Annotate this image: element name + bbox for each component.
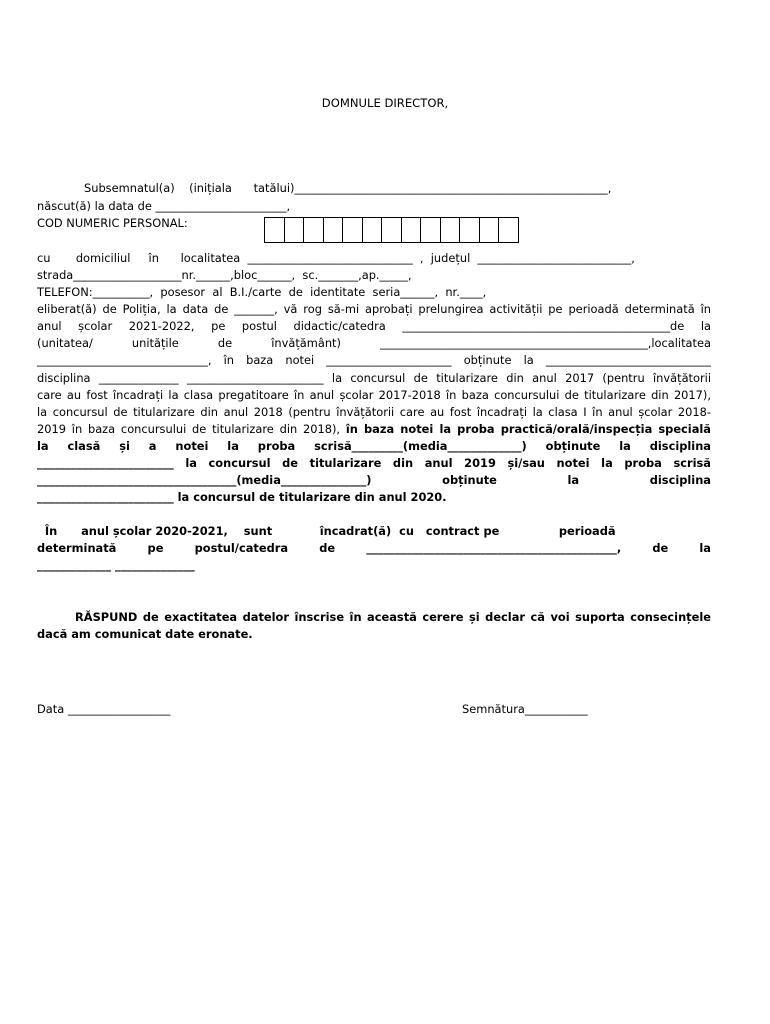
declaration-line2: dacă am comunicat date eronate.: [37, 627, 253, 641]
cnp-digit-box[interactable]: [323, 218, 343, 242]
field-clasa[interactable]: la clasă și a notei la proba scrisă_________(media_____________) obținute la disciplina: [37, 439, 711, 453]
field-concurs-2019[interactable]: ________________________ la concursul de titularizare din anul 2019 și/sau notei la proba scrisă: [37, 456, 711, 470]
field-section2-blank[interactable]: _____________ ______________: [37, 558, 195, 572]
field-media[interactable]: ___________________________________(media_______________) obținute la disciplina: [37, 473, 711, 487]
field-nascut[interactable]: născut(ă) la data de _______________________,: [37, 199, 291, 213]
text-2019-bold: în baza notei la proba practică/orală/inspecția specială: [345, 422, 711, 436]
cnp-boxes[interactable]: [264, 217, 519, 243]
text-concurs-2018: la concursul de titularizare din anul 2018 (pentru învățătorii care au fost încadrați la clasa I în anul școlar 2018-: [37, 405, 711, 419]
field-domiciliu[interactable]: cu domiciliul în localitatea _____________________________ , județul ___________________________,: [37, 251, 635, 265]
cnp-label: COD NUMERIC PERSONAL:: [37, 216, 188, 230]
cnp-digit-box[interactable]: [303, 218, 323, 242]
cnp-digit-box[interactable]: [401, 218, 421, 242]
field-anul[interactable]: anul școlar 2021-2022, pe postul didactic/catedra _______________________________________________de la: [37, 319, 711, 333]
field-strada[interactable]: strada___________________nr.______,bloc______, sc._______,ap._____,: [37, 268, 412, 282]
document-title: DOMNULE DIRECTOR,: [321, 96, 449, 110]
field-concurs-2020[interactable]: ________________________ la concursul de titularizare din anul 2020.: [37, 490, 447, 504]
cnp-digit-box[interactable]: [498, 218, 519, 242]
field-postul-catedra[interactable]: determinată pe postul/catedra de ____________________________________________, de la: [37, 541, 711, 555]
cnp-digit-box[interactable]: [440, 218, 460, 242]
cnp-digit-box[interactable]: [264, 218, 284, 242]
text-2019-normal: 2019 în baza concursului de titularizare din 2018),: [37, 422, 346, 436]
cnp-digit-box[interactable]: [420, 218, 440, 242]
text-care: care au fost încadrați la clasa pregatitoare în anul școlar 2017-2018 în baza concursului de titularizare din 2017),: [37, 388, 711, 402]
field-disciplina[interactable]: disciplina ______________ ________________________ la concursul de titularizare din anul 2017 (pentru învățătorii: [37, 371, 711, 385]
text-2019: [37, 421, 711, 438]
field-data[interactable]: Data __________________: [37, 702, 171, 716]
section2-line1: În anul școlar 2020-2021, sunt încadrat(ă) cu contract pe perioadă: [37, 524, 616, 538]
field-semnatura[interactable]: Semnătura___________: [462, 702, 588, 716]
field-unitatea[interactable]: (unitatea/ unitățile de învățământ) _______________________________________________,localitatea: [37, 336, 711, 350]
cnp-digit-box[interactable]: [342, 218, 362, 242]
declaration-line1: RĂSPUND de exactitatea datelor înscrise în această cerere și declar că voi suporta consecințele: [75, 610, 711, 624]
cnp-digit-box[interactable]: [479, 218, 499, 242]
field-baza-notei[interactable]: ______________________________, în baza notei ______________________ obținute la _____________________________: [37, 353, 711, 367]
cnp-digit-box[interactable]: [362, 218, 382, 242]
cnp-digit-box[interactable]: [459, 218, 479, 242]
cnp-digit-box[interactable]: [284, 218, 304, 242]
cnp-digit-box[interactable]: [381, 218, 401, 242]
field-eliberat[interactable]: eliberat(ă) de Poliția, la data de _______, vă rog să-mi aprobați prelungirea activității pe perioadă determinată în: [37, 302, 711, 316]
field-subsemnat[interactable]: Subsemnatul(a) (inițiala tatălui)_______________________________________________________,: [84, 181, 612, 195]
field-telefon[interactable]: TELEFON:__________, posesor al B.I./carte de identitate seria______, nr.____,: [37, 285, 487, 299]
